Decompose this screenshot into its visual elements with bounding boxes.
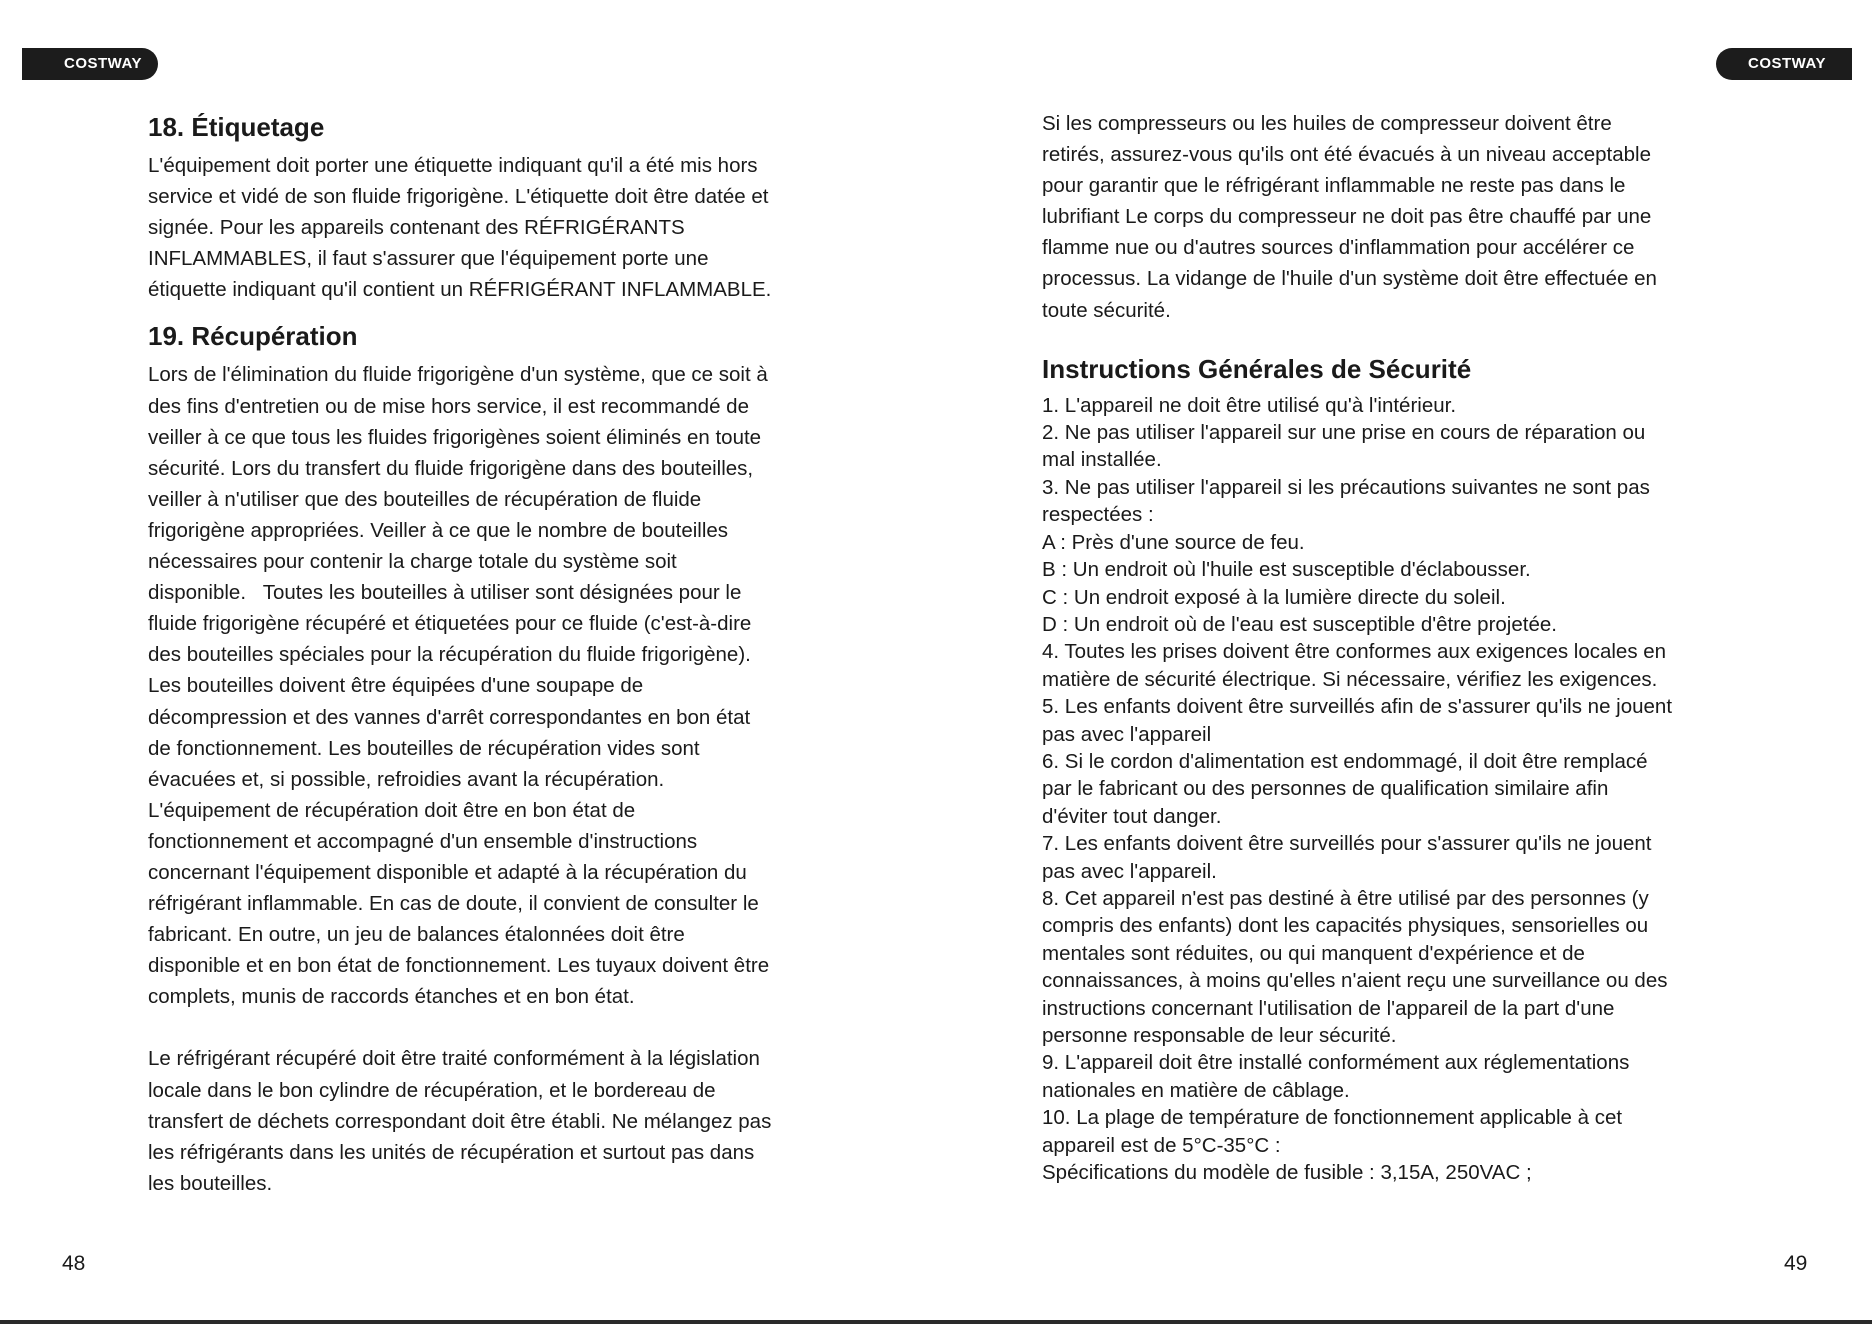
text-line: fabricant. En outre, un jeu de balances étalonnées doit être: [148, 923, 685, 947]
text-line: service et vidé de son fluide frigorigène. L'étiquette doit être datée et: [148, 185, 769, 209]
text-line: sécurité. Lors du transfert du fluide frigorigène dans des bouteilles,: [148, 456, 754, 480]
list-item: pas avec l'appareil: [1042, 722, 1212, 746]
list-item: A : Près d'une source de feu.: [1042, 530, 1305, 554]
text-line: pour garantir que le réfrigérant inflammable ne reste pas dans le: [1042, 174, 1626, 198]
brand-logo-tab: [22, 48, 158, 80]
list-item: connaissances, à moins qu'elles n'aient reçu une surveillance ou des: [1042, 969, 1668, 993]
text-line: des fins d'entretien ou de mise hors service, il est recommandé de: [148, 394, 749, 418]
safety-instructions-list: [1042, 392, 1742, 1187]
text-line: processus. La vidange de l'huile d'un système doit être effectuée en: [1042, 267, 1657, 291]
section-18-body: [148, 150, 838, 305]
right-page-content: [1042, 108, 1742, 1186]
text-line: transfert de déchets correspondant doit être établi. Ne mélangez pas: [148, 1109, 772, 1133]
spacer: [148, 305, 838, 319]
list-item: 6. Si le cordon d'alimentation est endommagé, il doit être remplacé: [1042, 749, 1648, 773]
list-item: 5. Les enfants doivent être surveillés afin de s'assurer qu'ils ne jouent: [1042, 695, 1673, 719]
left-page-content: [148, 110, 838, 1199]
list-item: personne responsable de leur sécurité.: [1042, 1024, 1397, 1047]
list-item: 9. L'appareil doit être installé conformément aux réglementations: [1042, 1051, 1630, 1075]
text-line: concernant l'équipement disponible et adapté à la récupération du: [148, 860, 747, 884]
list-item: 8. Cet appareil n'est pas destiné à être utilisé par des personnes (y: [1042, 886, 1649, 910]
list-item: respectées :: [1042, 503, 1154, 527]
list-item: 1. L'appareil ne doit être utilisé qu'à l'intérieur.: [1042, 393, 1457, 417]
right-page: [936, 0, 1872, 1324]
text-line: signée. Pour les appareils contenant des RÉFRIGÉRANTS: [148, 216, 685, 240]
text-line: flamme nue ou d'autres sources d'inflammation pour accélérer ce: [1042, 236, 1635, 260]
text-line: décompression et des vannes d'arrêt correspondantes en bon état: [148, 705, 751, 729]
section-19-heading: 19. Récupération: [148, 321, 358, 352]
list-item: d'éviter tout danger.: [1042, 804, 1222, 828]
text-line: Les bouteilles doivent être équipées d'une soupape de: [148, 674, 644, 698]
list-item: instructions concernant l'utilisation de l'appareil de la part d'une: [1042, 996, 1615, 1020]
list-item: appareil est de 5°C-35°C :: [1042, 1133, 1281, 1157]
text-line: disponible et en bon état de fonctionnement. Les tuyaux doivent être: [148, 954, 770, 978]
list-item: 10. La plage de température de fonctionnement applicable à cet: [1042, 1106, 1623, 1130]
list-item: 3. Ne pas utiliser l'appareil si les précautions suivantes ne sont pas: [1042, 475, 1650, 499]
bottom-border: [0, 1320, 1872, 1324]
section-19-body: [148, 359, 838, 1012]
safety-heading: Instructions Générales de Sécurité: [1042, 353, 1472, 384]
list-item: B : Un endroit où l'huile est susceptible d'éclabousser.: [1042, 558, 1531, 582]
list-item: par le fabricant ou des personnes de qualification similaire afin: [1042, 777, 1609, 801]
section-19-body-2: [148, 1043, 838, 1198]
list-item: mal installée.: [1042, 448, 1162, 472]
list-item: 4. Toutes les prises doivent être conformes aux exigences locales en: [1042, 640, 1667, 664]
text-line: fluide frigorigène récupéré et étiquetées pour ce fluide (c'est-à-dire: [148, 612, 752, 636]
brand-logo-tab: [1716, 48, 1852, 80]
list-item: 7. Les enfants doivent être surveillés pour s'assurer qu'ils ne jouent: [1042, 832, 1652, 856]
list-item: mentales sont réduites, ou qui manquent d'expérience et de: [1042, 941, 1585, 965]
list-item: C : Un endroit exposé à la lumière directe du soleil.: [1042, 585, 1506, 609]
text-line: lubrifiant Le corps du compresseur ne doit pas être chauffé par une: [1042, 205, 1652, 229]
text-line: disponible. Toutes les bouteilles à utiliser sont désignées pour le: [148, 581, 742, 605]
list-item: compris des enfants) dont les capacités physiques, sensorielles ou: [1042, 914, 1649, 938]
spacer: [148, 1012, 838, 1043]
text-line: Lors de l'élimination du fluide frigorigène d'un système, que ce soit à: [148, 363, 768, 387]
text-line: Le réfrigérant récupéré doit être traité conformément à la législation: [148, 1047, 760, 1071]
page-number: 48: [62, 1252, 86, 1275]
text-line: les bouteilles.: [148, 1171, 273, 1195]
text-line: L'équipement doit porter une étiquette indiquant qu'il a été mis hors: [148, 154, 758, 177]
text-line: réfrigérant inflammable. En cas de doute, il convient de consulter le: [148, 892, 759, 916]
text-line: les réfrigérants dans les unités de récupération et surtout pas dans: [148, 1140, 755, 1164]
list-item: nationales en matière de câblage.: [1042, 1078, 1350, 1102]
page-number: 49: [1784, 1252, 1808, 1275]
text-line: Si les compresseurs ou les huiles de compresseur doivent être: [1042, 112, 1612, 135]
section-18-heading: 18. Étiquetage: [148, 112, 325, 142]
compressor-paragraph: [1042, 108, 1742, 326]
text-line: fonctionnement et accompagné d'un ensemble d'instructions: [148, 829, 698, 853]
text-line: locale dans le bon cylindre de récupération, et le bordereau de: [148, 1078, 716, 1102]
text-line: frigorigène appropriées. Veiller à ce que le nombre de bouteilles: [148, 518, 729, 542]
text-line: évacuées et, si possible, refroidies avant la récupération.: [148, 767, 665, 791]
brand-name: COSTWAY: [64, 55, 142, 72]
list-item: matière de sécurité électrique. Si nécessaire, vérifiez les exigences.: [1042, 667, 1658, 691]
text-line: de fonctionnement. Les bouteilles de récupération vides sont: [148, 736, 700, 760]
text-line: étiquette indiquant qu'il contient un RÉFRIGÉRANT INFLAMMABLE.: [148, 278, 772, 302]
text-line: L'équipement de récupération doit être en bon état de: [148, 798, 636, 822]
text-line: INFLAMMABLES, il faut s'assurer que l'équipement porte une: [148, 247, 709, 271]
brand-name: COSTWAY: [1748, 55, 1826, 72]
text-line: veiller à n'utiliser que des bouteilles de récupération de fluide: [148, 487, 702, 511]
list-item: D : Un endroit où de l'eau est susceptible d'être projetée.: [1042, 612, 1557, 636]
list-item: Spécifications du modèle de fusible : 3,15A, 250VAC ;: [1042, 1161, 1532, 1185]
spacer: [1042, 326, 1742, 352]
list-item: pas avec l'appareil.: [1042, 859, 1217, 883]
text-line: complets, munis de raccords étanches et en bon état.: [148, 985, 635, 1009]
text-line: toute sécurité.: [1042, 298, 1171, 322]
list-item: 2. Ne pas utiliser l'appareil sur une prise en cours de réparation ou: [1042, 421, 1646, 445]
text-line: veiller à ce que tous les fluides frigorigènes soient éliminés en toute: [148, 425, 762, 449]
text-line: nécessaires pour contenir la charge totale du système soit: [148, 550, 677, 574]
text-line: retirés, assurez-vous qu'ils ont été évacués à un niveau acceptable: [1042, 143, 1652, 167]
text-line: des bouteilles spéciales pour la récupération du fluide frigorigène).: [148, 643, 751, 667]
